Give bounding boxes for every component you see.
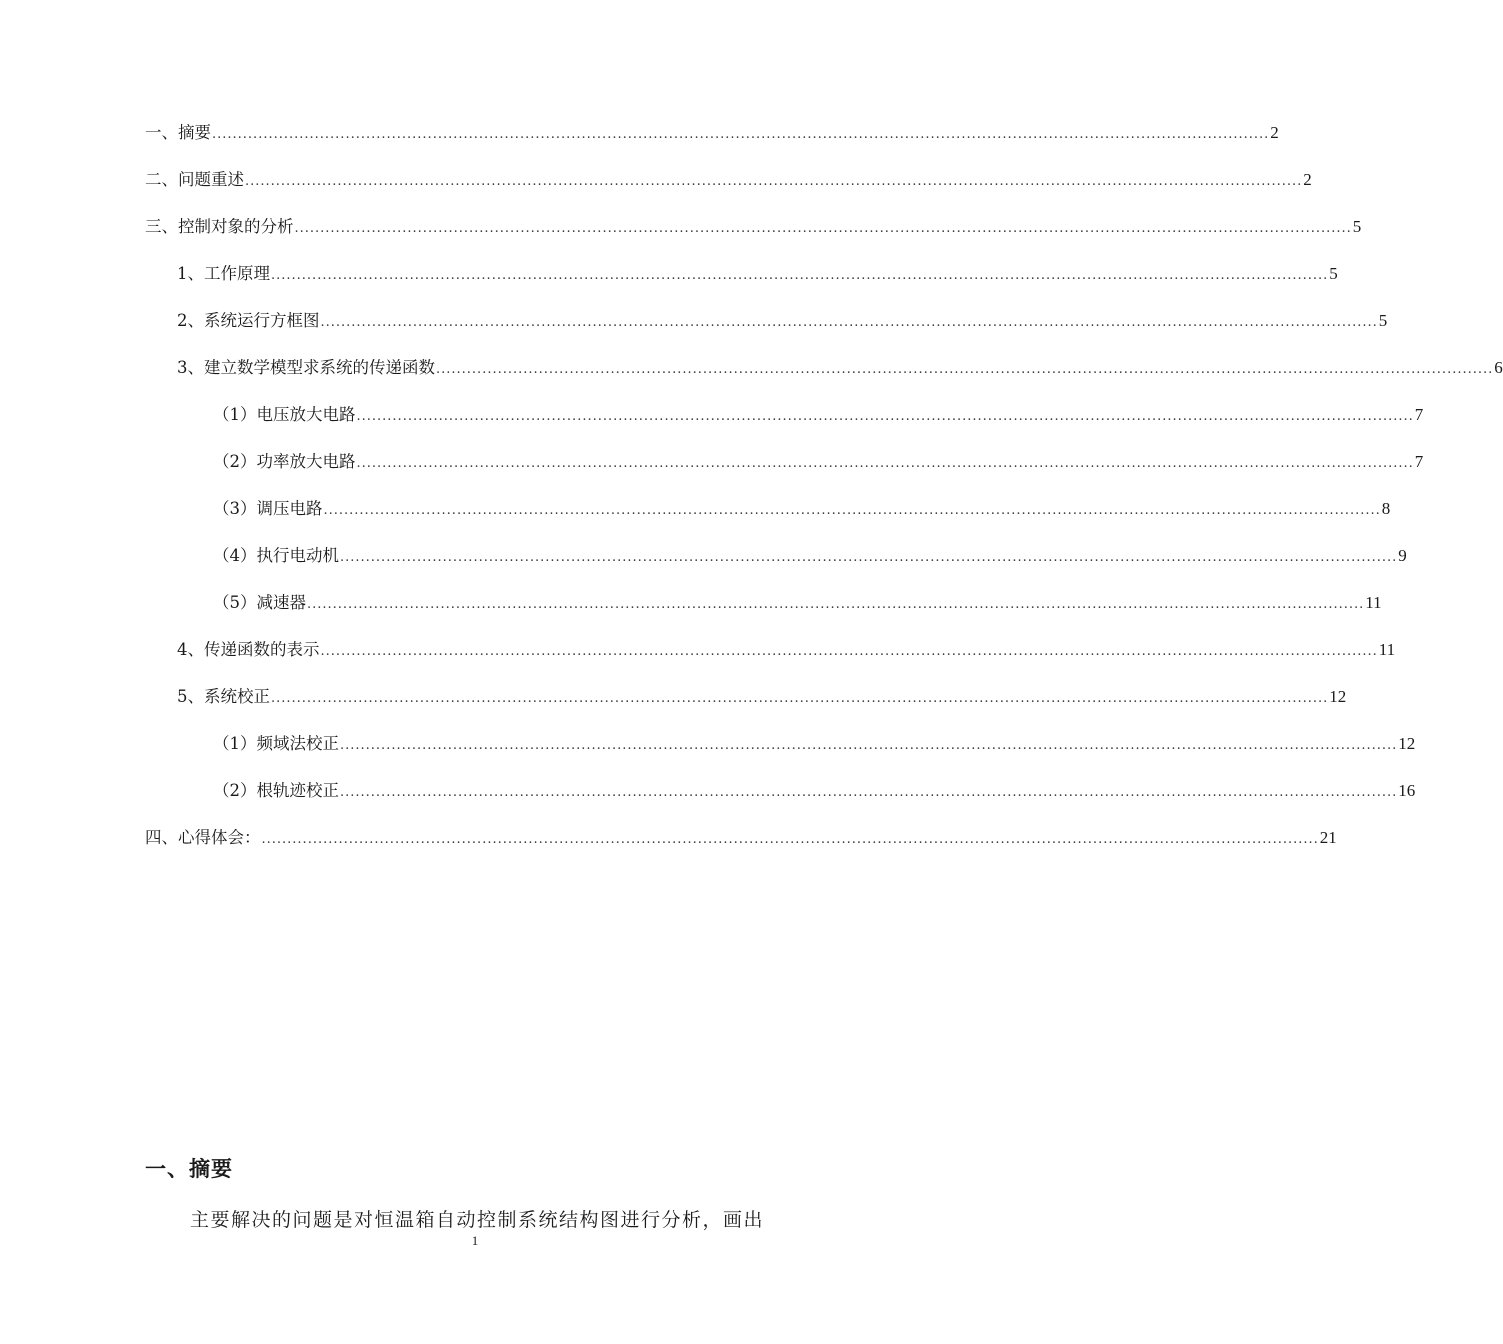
toc-entry-page: 7 [1414,452,1424,471]
toc-entry[interactable] [213,449,1424,473]
toc-entry-label: （1）频域法校正 [213,734,339,753]
toc-entry-label: （2）功率放大电路 [213,452,356,471]
page-number: 1 [471,1233,479,1248]
toc-entry[interactable] [213,731,1416,755]
toc-entry-page: 12 [1329,687,1347,706]
toc-entry-page: 21 [1319,828,1337,847]
toc-entry-label: 4、传递函数的表示 [177,640,320,659]
toc-entry-page: 5 [1378,311,1388,330]
toc-entry-page: 5 [1329,264,1338,283]
toc-entry-page: 8 [1381,499,1391,518]
toc-leader-dots: .............................................................................................................................................................................................................. [436,362,1494,377]
toc-entry-label: 三、控制对象的分析 [145,217,294,236]
toc-entry-page: 9 [1398,546,1407,565]
body-paragraph: 主要解决的问题是对恒温箱自动控制系统结构图进行分析，画出 [190,1209,765,1231]
section-heading: 一、摘要 [145,1156,233,1181]
toc-entry[interactable] [145,825,1337,849]
toc-entry[interactable] [177,308,1388,332]
toc-leader-dots: .............................................................................................................................................................................................................. [271,268,1329,283]
toc-entry[interactable] [145,167,1312,191]
toc-entry-label: 一、摘要 [145,123,211,142]
toc-entry[interactable] [177,261,1338,285]
toc-leader-dots: .............................................................................................................................................................................................................. [294,221,1352,236]
toc-entry[interactable] [177,637,1396,661]
toc-leader-dots: .............................................................................................................................................................................................................. [340,785,1398,800]
toc-entry[interactable] [213,590,1382,614]
toc-entry-page: 2 [1303,170,1312,189]
toc-entry-label: 1、工作原理 [177,264,270,283]
toc-entry[interactable] [145,120,1279,144]
toc-leader-dots: .............................................................................................................................................................................................................. [245,174,1303,189]
toc-entry[interactable] [213,496,1391,520]
toc-leader-dots: .............................................................................................................................................................................................................. [340,738,1398,753]
toc-entry-page: 2 [1270,123,1279,142]
toc-entry-label: 5、系统校正 [177,687,270,706]
toc-entry[interactable] [213,543,1407,567]
toc-entry[interactable] [177,684,1347,708]
toc-leader-dots: .............................................................................................................................................................................................................. [261,832,1319,847]
toc-entry-page: 11 [1378,640,1396,659]
toc-entry-label: （2）根轨迹校正 [213,781,339,800]
toc-entry-label: 3、建立数学模型求系统的传递函数 [177,358,435,377]
toc-leader-dots: .............................................................................................................................................................................................................. [340,550,1398,565]
toc-entry-label: 2、系统运行方框图 [177,311,320,330]
toc-entry-page: 16 [1398,781,1416,800]
toc-leader-dots: .............................................................................................................................................................................................................. [356,409,1414,424]
toc-entry[interactable] [145,214,1362,238]
toc-entry-page: 12 [1398,734,1416,753]
toc-leader-dots: .............................................................................................................................................................................................................. [323,503,1381,518]
toc-entry-label: （1）电压放大电路 [213,405,356,424]
toc-entry-page: 11 [1365,593,1382,612]
toc-entry-label: 四、心得体会： [145,828,261,847]
toc-leader-dots: .............................................................................................................................................................................................................. [356,456,1414,471]
toc-entry-label: （4）执行电动机 [213,546,339,565]
toc-entry[interactable] [213,402,1424,426]
toc-entry-label: （3）调压电路 [213,499,323,518]
toc-entry[interactable] [213,778,1416,802]
toc-entry-label: （5）减速器 [213,593,306,612]
toc-leader-dots: .............................................................................................................................................................................................................. [212,127,1270,142]
toc-entry[interactable] [177,355,1503,379]
toc-leader-dots: .............................................................................................................................................................................................................. [320,315,1378,330]
toc-entry-label: 二、问题重述 [145,170,244,189]
toc-leader-dots: .............................................................................................................................................................................................................. [271,691,1329,706]
toc-entry-page: 5 [1352,217,1362,236]
toc-leader-dots: .............................................................................................................................................................................................................. [320,644,1378,659]
toc-entry-page: 6 [1494,358,1503,377]
toc-leader-dots: .............................................................................................................................................................................................................. [307,597,1365,612]
toc-entry-page: 7 [1414,405,1424,424]
